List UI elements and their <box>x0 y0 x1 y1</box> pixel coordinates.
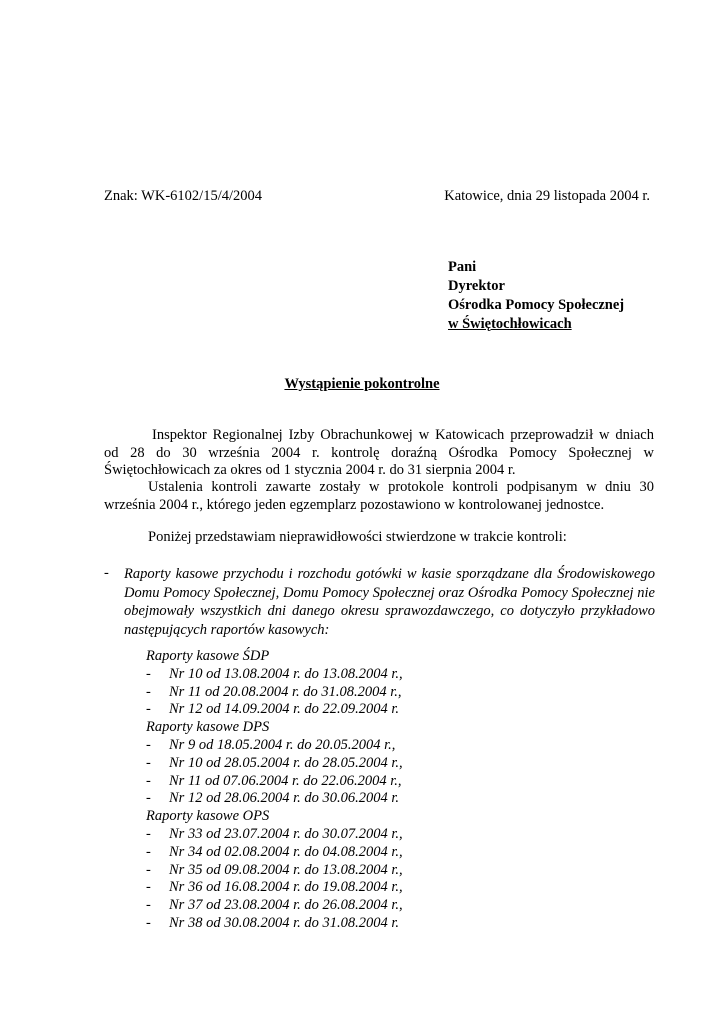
report-entry: Nr 10 od 28.05.2004 r. do 28.05.2004 r., <box>169 754 403 771</box>
paragraph-irregularity: Raporty kasowe przychodu i rozchodu gotówki w kasie sporządzane dla Środowiskowego Domu Pomocy Społecznej, Domu Pomocy Społecznej oraz Ośrodka Pomocy Społecznej nie obejmowały wszystkich dni danego okresu sprawozdawczego, co dotyczyło przykładowo następujących raportów kasowych: <box>124 566 655 639</box>
list-dash: - <box>146 790 151 807</box>
report-entry: Nr 11 od 07.06.2004 r. do 22.06.2004 r., <box>169 772 402 789</box>
list-dash: - <box>146 683 151 700</box>
paragraph-intro: Poniżej przedstawiam nieprawidłowości stwierdzone w trakcie kontroli: <box>148 529 567 545</box>
list-item <box>146 879 403 897</box>
report-entry: Nr 9 od 18.05.2004 r. do 20.05.2004 r., <box>169 736 396 753</box>
list-dash: - <box>146 736 151 753</box>
report-entry: Nr 12 od 14.09.2004 r. do 22.09.2004 r. <box>169 701 400 718</box>
report-entry: Nr 35 od 09.08.2004 r. do 13.08.2004 r., <box>169 861 403 878</box>
list-item <box>146 773 403 791</box>
address-line-2: Dyrektor <box>448 278 505 294</box>
list-dash: - <box>146 701 151 718</box>
list-item <box>146 790 403 808</box>
bullet-dash: - <box>104 565 109 581</box>
list-dash: - <box>146 861 151 878</box>
place-date: Katowice, dnia 29 listopada 2004 r. <box>444 188 650 204</box>
address-line-4: w Świętochłowicach <box>448 316 572 332</box>
report-entry: Nr 38 od 30.08.2004 r. do 31.08.2004 r. <box>169 914 400 931</box>
address-line-3: Ośrodka Pomocy Społecznej <box>448 297 625 313</box>
list-item <box>146 701 403 719</box>
list-item <box>146 737 403 755</box>
list-dash: - <box>146 914 151 931</box>
reports-heading-sdp: Raporty kasowe ŚDP <box>146 648 270 664</box>
paragraph-findings: Ustalenia kontroli zawarte zostały w protokole kontroli podpisanym w dniu 30 września 2004 r., którego jeden egzemplarz pozostawiono w kontrolowanej jednostce. <box>104 479 654 513</box>
report-entry: Nr 12 od 28.06.2004 r. do 30.06.2004 r. <box>169 790 400 807</box>
list-item <box>146 755 403 773</box>
paragraph-inspection: Inspektor Regionalnej Izby Obrachunkowej w Katowicach przeprowadził w dniach od 28 do 30 września 2004 r. kontrolę doraźną Ośrodka Pomocy Społecznej w Świętochłowicach za okres od 1 stycznia 2004 r. do 31 sierpnia 2004 r. <box>104 427 654 478</box>
reports-heading-dps: Raporty kasowe DPS <box>146 719 270 736</box>
list-item <box>146 666 403 684</box>
list-item <box>146 862 403 880</box>
document-title: Wystąpienie pokontrolne <box>284 376 440 392</box>
reports-list <box>146 648 403 933</box>
list-dash: - <box>146 843 151 860</box>
list-dash: - <box>146 825 151 842</box>
report-entry: Nr 10 od 13.08.2004 r. do 13.08.2004 r., <box>169 665 403 682</box>
list-dash: - <box>146 665 151 682</box>
report-entry: Nr 36 od 16.08.2004 r. do 19.08.2004 r., <box>169 879 403 896</box>
reports-heading-ops: Raporty kasowe OPS <box>146 808 270 825</box>
address-line-1: Pani <box>448 259 477 275</box>
list-item <box>146 844 403 862</box>
report-entry: Nr 37 od 23.08.2004 r. do 26.08.2004 r., <box>169 897 403 914</box>
list-item <box>146 897 403 915</box>
list-item <box>146 915 403 933</box>
list-item <box>146 826 403 844</box>
report-entry: Nr 33 od 23.07.2004 r. do 30.07.2004 r., <box>169 825 403 842</box>
reference-sign: Znak: WK-6102/15/4/2004 <box>104 188 263 204</box>
report-entry: Nr 34 od 02.08.2004 r. do 04.08.2004 r., <box>169 843 403 860</box>
list-dash: - <box>146 754 151 771</box>
report-entry: Nr 11 od 20.08.2004 r. do 31.08.2004 r., <box>169 683 402 700</box>
list-dash: - <box>146 772 151 789</box>
list-dash: - <box>146 879 151 896</box>
list-dash: - <box>146 897 151 914</box>
list-item <box>146 684 403 702</box>
